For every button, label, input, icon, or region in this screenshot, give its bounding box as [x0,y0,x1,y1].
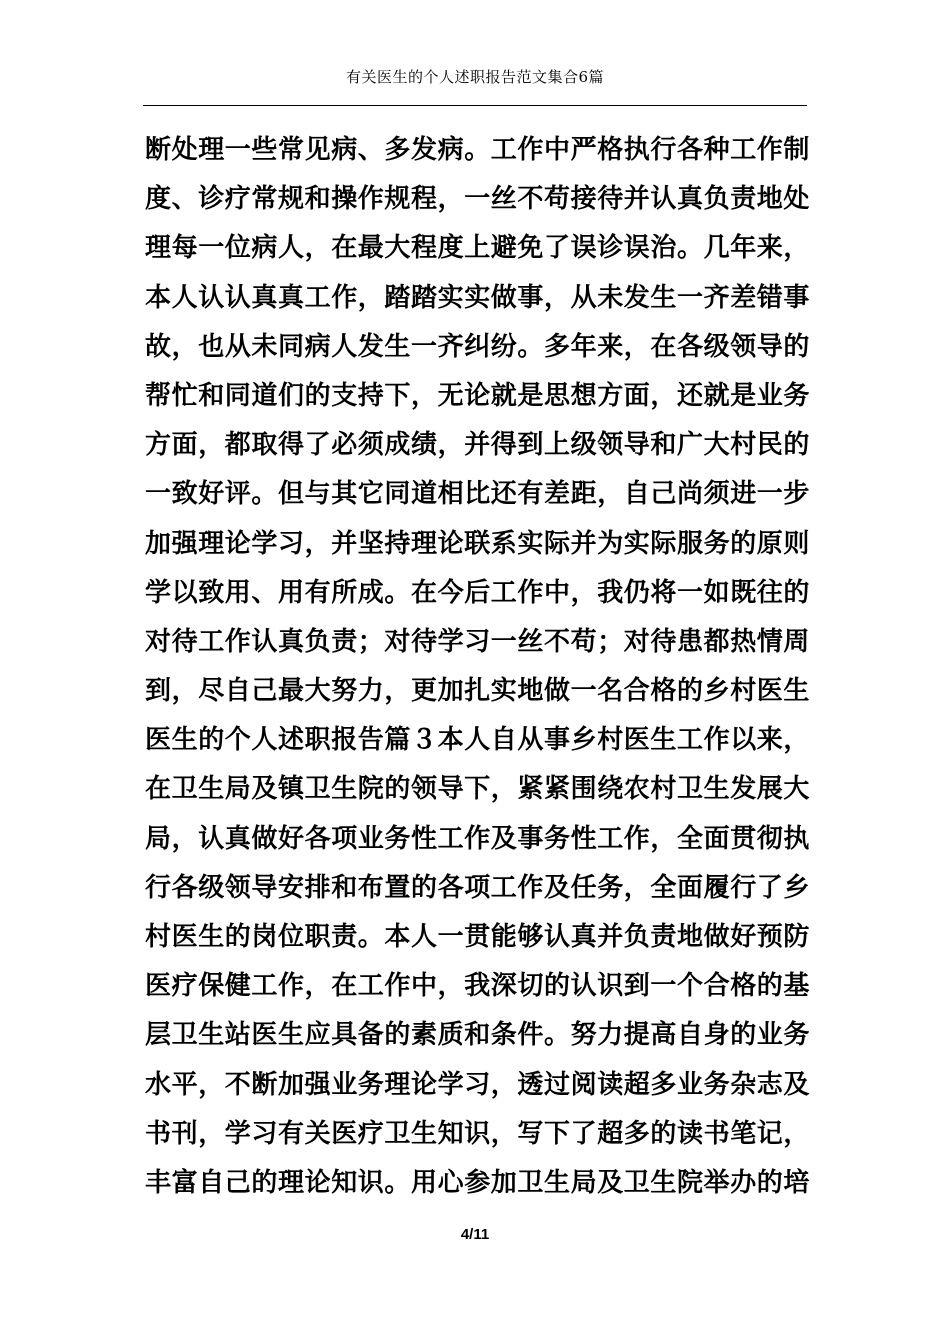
text-line: 局，认真做好各项业务性工作及事务性工作，全面贯彻执 [145,823,811,854]
text-line: 书刊，学习有关医疗卫生知识，写下了超多的读书笔记， [145,1118,811,1149]
text-line: 村医生的岗位职责。本人一贯能够认真并负责地做好预防 [145,922,811,952]
text-line: 加强理论学习，并坚持理论联系实际并为实际服务的原则 [145,528,811,559]
text-line: 医疗保健工作，在工作中，我深切的认识到一个合格的基 [145,971,811,1002]
header-divider [143,105,807,106]
text-line: 学以致用、用有所成。在今后工作中，我仍将一如既往的 [145,577,811,608]
text-line: 在卫生局及镇卫生院的领导下，紧紧围绕农村卫生发展大 [145,774,811,805]
text-line: 医生的个人述职报告篇３本人自从事乡村医生工作以来， [145,725,811,756]
page-number: 4/11 [460,1226,490,1243]
body-text [145,126,809,1208]
text-line: 断处理一些常见病、多发病。工作中严格执行各种工作制 [145,135,811,165]
text-line: 丰富自己的理论知识。用心参加卫生局及卫生院举办的培 [145,1167,811,1198]
text-line: 对待工作认真负责；对待学习一丝不苟；对待患都热情周 [145,626,811,657]
text-line: 故，也从未同病人发生一齐纠纷。多年来，在各级领导的 [145,331,811,362]
text-line: 本人认认真真工作，踏踏实实做事，从未发生一齐差错事 [145,282,811,313]
text-line: 理每一位病人，在最大程度上避免了误诊误治。几年来， [145,233,811,264]
text-line: 方面，都取得了必须成绩，并得到上级领导和广大村民的 [145,430,811,461]
text-line: 帮忙和同道们的支持下，无论就是思想方面，还就是业务 [145,380,811,411]
text-line: 行各级领导安排和布置的各项工作及任务，全面履行了乡 [145,872,811,903]
page-header-title: 有关医生的个人述职报告范文集合6篇 [345,68,605,86]
text-line: 度、诊疗常规和操作规程，一丝不苟接待并认真负责地处 [145,184,811,215]
text-line: 一致好评。但与其它同道相比还有差距，自己尚须进一步 [145,479,811,510]
text-line: 层卫生站医生应具备的素质和条件。努力提高自身的业务 [145,1020,811,1051]
text-line: 到，尽自己最大努力，更加扎实地做一名合格的乡村医生 [145,676,811,707]
text-line: 水平，不断加强业务理论学习，透过阅读超多业务杂志及 [145,1069,811,1100]
